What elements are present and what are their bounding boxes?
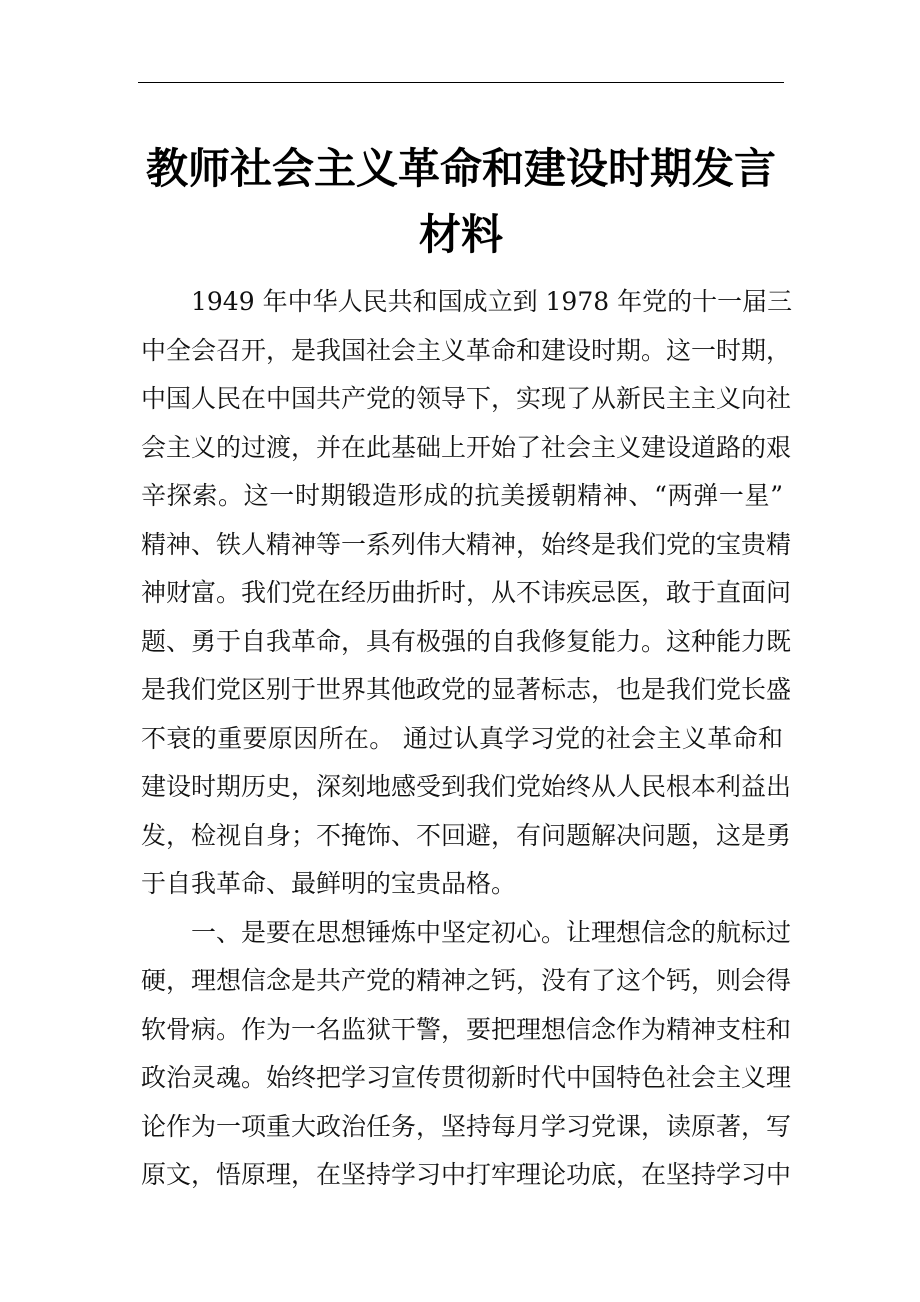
document-body xyxy=(141,278,793,1200)
paragraph-2 xyxy=(141,909,792,1200)
paragraph-line: 精神、铁人精神等一系列伟大精神，始终是我们党的宝贵精 xyxy=(141,529,792,559)
paragraph-line: 于自我革命、最鲜明的宝贵品格。 xyxy=(141,869,517,898)
paragraph-line: 辛探索。这一时期锻造形成的抗美援朝精神、“两弹一星” xyxy=(141,481,783,510)
paragraph-line: 建设时期历史，深刻地感受到我们党始终从人民根本利益出 xyxy=(141,772,792,801)
paragraph-line: 政治灵魂。始终把学习宣传贯彻新时代中国特色社会主义理 xyxy=(141,1063,792,1092)
paragraph-line: 原文，悟原理，在坚持学习中打牢理论功底，在坚持学习中 xyxy=(141,1160,792,1189)
paragraph-line: 是我们党区别于世界其他政党的显著标志，也是我们党长盛 xyxy=(141,675,792,704)
paragraph-line: 1949 年中华人民共和国成立到 1978 年党的十一届三 xyxy=(191,287,793,316)
paragraph-line: 题、勇于自我革命，具有极强的自我修复能力。这种能力既 xyxy=(141,626,792,656)
paragraph-line: 论作为一项重大政治任务，坚持每月学习党课，读原著，写 xyxy=(141,1111,792,1141)
title-line-1: 教师社会主义革命和建设时期发言 xyxy=(145,144,776,193)
paragraph-1 xyxy=(141,278,793,909)
paragraph-line: 硬，理想信念是共产党的精神之钙，没有了这个钙，则会得 xyxy=(141,966,792,995)
paragraph-line: 发，检视自身；不掩饰、不回避，有问题解决问题，这是勇 xyxy=(141,820,792,850)
document-title xyxy=(138,136,784,268)
paragraph-line: 神财富。我们党在经历曲折时，从不讳疾忌医，敢于直面问 xyxy=(141,578,792,607)
paragraph-line: 不衰的重要原因所在。 通过认真学习党的社会主义革命和 xyxy=(141,723,783,753)
paragraph-line: 一、是要在思想锤炼中坚定初心。让理想信念的航标过 xyxy=(191,917,792,947)
paragraph-line: 会主义的过渡，并在此基础上开始了社会主义建设道路的艰 xyxy=(141,432,792,462)
title-line-2: 材料 xyxy=(418,210,503,259)
header-rule xyxy=(138,82,784,83)
paragraph-line: 软骨病。作为一名监狱干警，要把理想信念作为精神支柱和 xyxy=(141,1014,792,1044)
paragraph-line: 中全会召开，是我国社会主义革命和建设时期。这一时期， xyxy=(141,335,792,365)
paragraph-line: 中国人民在中国共产党的领导下，实现了从新民主主义向社 xyxy=(141,384,792,413)
